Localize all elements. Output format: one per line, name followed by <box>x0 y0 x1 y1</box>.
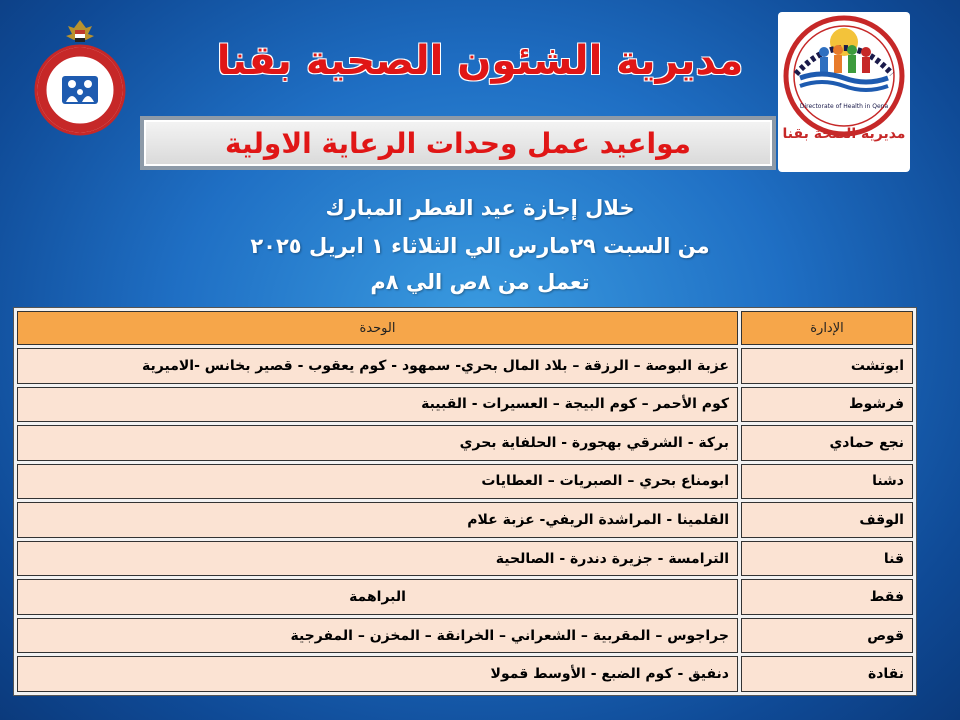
table-row <box>17 464 913 500</box>
units-cell: بركة - الشرقي بهجورة - الحلفاية بحري <box>17 425 738 461</box>
dept-cell: قوص <box>741 618 913 654</box>
table-row <box>17 541 913 577</box>
directorate-logo <box>778 12 910 172</box>
units-cell: دنفيق - كوم الضبع - الأوسط قمولا <box>17 656 738 692</box>
subtitle-banner <box>140 116 776 170</box>
units-cell: جراجوس – المقربية – الشعراني – الخرانقة – المخزن – المفرجية <box>17 618 738 654</box>
units-cell: البراهمة <box>17 579 738 615</box>
dept-cell: ابوتشت <box>741 348 913 384</box>
units-cell: كوم الأحمر – كوم البيجة – العسيرات - القبيبة <box>17 387 738 423</box>
holiday-line: خلال إجازة عيد الفطر المبارك <box>325 196 635 220</box>
svg-text:مديرية الصحة بقنا: مديرية الصحة بقنا <box>782 126 906 142</box>
dept-cell: نقادة <box>741 656 913 692</box>
eagle-emblem-icon <box>66 20 94 42</box>
table-row <box>17 348 913 384</box>
units-cell: القلمينا - المراشدة الريفي- عزبة علام <box>17 502 738 538</box>
svg-text:Directorate of Health in Qena: Directorate of Health in Qena <box>799 103 889 110</box>
dept-cell: فقط <box>741 579 913 615</box>
dept-cell: قنا <box>741 541 913 577</box>
table-row <box>17 579 913 615</box>
table-row <box>17 425 913 461</box>
subtitle-text: مواعيد عمل وحدات الرعاية الاولية <box>224 126 692 160</box>
dept-cell: نجع حمادي <box>741 425 913 461</box>
dept-cell: فرشوط <box>741 387 913 423</box>
schedule-table <box>13 307 917 696</box>
page-title: مديرية الشئون الصحية بقنا <box>216 38 744 84</box>
dept-cell: دشنا <box>741 464 913 500</box>
date-range-line: من السبت ٢٩مارس الي الثلاثاء ١ ابريل ٢٠٢٥ <box>250 234 710 258</box>
header-dept: الإدارة <box>741 311 913 345</box>
hours-line: تعمل من ٨ص الي ٨م <box>370 270 590 294</box>
table-row <box>17 502 913 538</box>
units-cell: عزبة البوصة – الرزقة – بلاد المال بحري- سمهود - كوم يعقوب - قصير بخانس -الاميرية <box>17 348 738 384</box>
table-row <box>17 618 913 654</box>
table-row <box>17 387 913 423</box>
dept-cell: الوقف <box>741 502 913 538</box>
table-header-row <box>17 311 913 345</box>
units-cell: الترامسة - جزيرة دندرة - الصالحية <box>17 541 738 577</box>
units-cell: ابومناع بحري – الصبريات – العطايات <box>17 464 738 500</box>
ministry-of-health-logo <box>30 18 130 136</box>
table-row <box>17 656 913 692</box>
header-units: الوحدة <box>17 311 738 345</box>
